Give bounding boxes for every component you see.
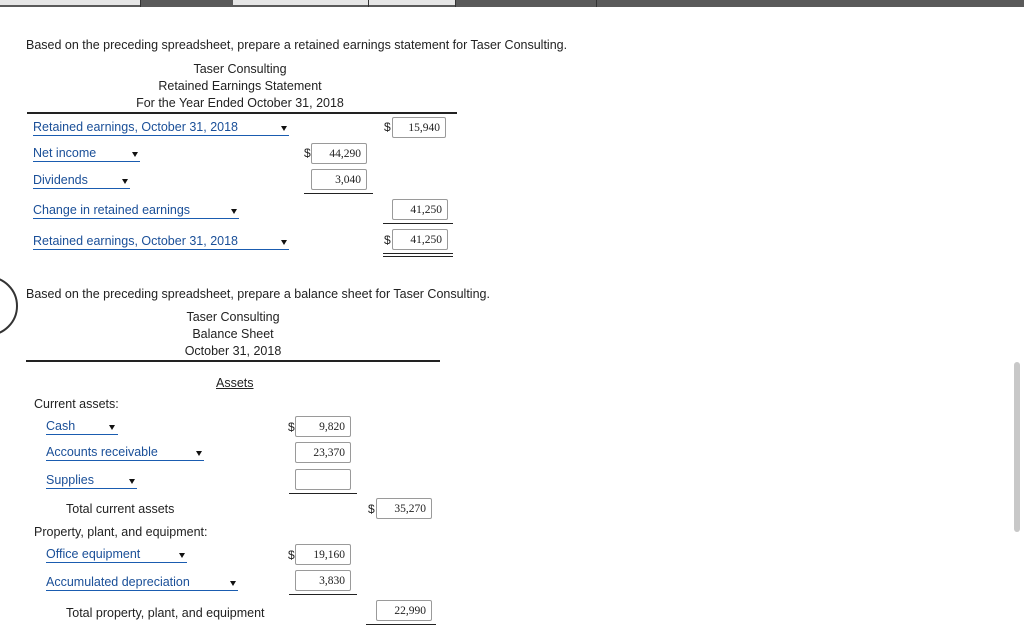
ending-retained-earnings-input[interactable]: 41,250	[392, 229, 448, 250]
accounts-receivable-dropdown[interactable]	[46, 445, 204, 461]
chevron-down-icon	[179, 553, 185, 558]
double-rule-bottom	[383, 256, 453, 257]
vertical-scrollbar[interactable]	[1014, 362, 1020, 532]
progress-circle-indicator	[0, 276, 18, 336]
total-ppe-input[interactable]: 22,990	[376, 600, 432, 621]
supplies-dropdown[interactable]	[46, 473, 137, 489]
retained-period: For the Year Ended October 31, 2018	[136, 96, 344, 110]
divider	[596, 0, 597, 7]
chevron-down-icon	[132, 152, 138, 157]
change-in-retained-earnings-input[interactable]: 41,250	[392, 199, 448, 220]
dropdown-label: Dividends	[33, 173, 88, 187]
dividends-dropdown[interactable]	[33, 173, 130, 189]
header-rule	[27, 112, 457, 114]
beginning-retained-earnings-dropdown[interactable]	[33, 120, 289, 136]
subtotal-rule	[289, 493, 357, 494]
ending-retained-earnings-dropdown[interactable]	[33, 234, 289, 250]
accumulated-depreciation-dropdown[interactable]	[46, 575, 238, 591]
currency-symbol: $	[384, 120, 391, 134]
chevron-down-icon	[129, 479, 135, 484]
supplies-input[interactable]	[295, 469, 351, 490]
divider	[455, 0, 456, 7]
top-toolbar	[0, 0, 1024, 7]
currency-symbol: $	[368, 502, 375, 516]
dropdown-label: Change in retained earnings	[33, 203, 191, 217]
accounts-receivable-input[interactable]: 23,370	[295, 442, 351, 463]
divider	[140, 0, 141, 7]
total-current-assets-label: Total current assets	[66, 502, 175, 516]
subtotal-rule	[383, 223, 453, 224]
dropdown-label: Accumulated depreciation	[46, 575, 190, 589]
ppe-label: Property, plant, and equipment:	[34, 525, 208, 539]
dropdown-label: Retained earnings, October 31, 2018	[33, 234, 238, 248]
retained-company: Taser Consulting	[193, 62, 287, 76]
net-income-dropdown[interactable]	[33, 146, 140, 162]
subtotal-rule	[304, 193, 373, 194]
total-ppe-label: Total property, plant, and equipment	[66, 606, 265, 620]
header-rule	[26, 360, 440, 362]
retained-instruction: Based on the preceding spreadsheet, prepare a retained earnings statement for Taser Consulting.	[26, 38, 568, 52]
subtotal-rule	[289, 594, 357, 595]
accumulated-depreciation-input[interactable]: 3,830	[295, 570, 351, 591]
top-tab	[0, 0, 140, 5]
currency-symbol: $	[288, 548, 295, 562]
balance-title: Balance Sheet	[192, 327, 274, 341]
chevron-down-icon	[196, 451, 202, 456]
dropdown-label: Net income	[33, 146, 97, 160]
dropdown-label: Accounts receivable	[46, 445, 158, 459]
chevron-down-icon	[109, 425, 115, 430]
cash-dropdown[interactable]	[46, 419, 118, 435]
divider	[368, 0, 369, 7]
chevron-down-icon	[122, 179, 128, 184]
total-current-assets-input[interactable]: 35,270	[376, 498, 432, 519]
balance-instruction: Based on the preceding spreadsheet, prepare a balance sheet for Taser Consulting.	[26, 287, 490, 301]
chevron-down-icon	[281, 240, 287, 245]
dropdown-label: Retained earnings, October 31, 2018	[33, 120, 238, 134]
double-rule-top	[383, 253, 453, 254]
net-income-input[interactable]: 44,290	[311, 143, 367, 164]
assets-heading: Assets	[216, 376, 254, 390]
currency-symbol: $	[384, 233, 391, 247]
balance-company: Taser Consulting	[186, 310, 280, 324]
dropdown-label: Supplies	[46, 473, 94, 487]
dropdown-label: Cash	[46, 419, 76, 433]
office-equipment-dropdown[interactable]	[46, 547, 187, 563]
chevron-down-icon	[231, 209, 237, 214]
chevron-down-icon	[230, 581, 236, 586]
change-in-retained-earnings-dropdown[interactable]	[33, 203, 239, 219]
top-tab	[233, 0, 455, 5]
currency-symbol: $	[304, 146, 311, 160]
cash-input[interactable]: 9,820	[295, 416, 351, 437]
dropdown-label: Office equipment	[46, 547, 141, 561]
current-assets-label: Current assets:	[34, 397, 119, 411]
dividends-input[interactable]: 3,040	[311, 169, 367, 190]
subtotal-rule	[366, 624, 436, 625]
chevron-down-icon	[281, 126, 287, 131]
balance-date: October 31, 2018	[184, 344, 282, 358]
beginning-retained-earnings-input[interactable]: 15,940	[392, 117, 446, 138]
retained-title: Retained Earnings Statement	[158, 79, 322, 93]
office-equipment-input[interactable]: 19,160	[295, 544, 351, 565]
currency-symbol: $	[288, 420, 295, 434]
